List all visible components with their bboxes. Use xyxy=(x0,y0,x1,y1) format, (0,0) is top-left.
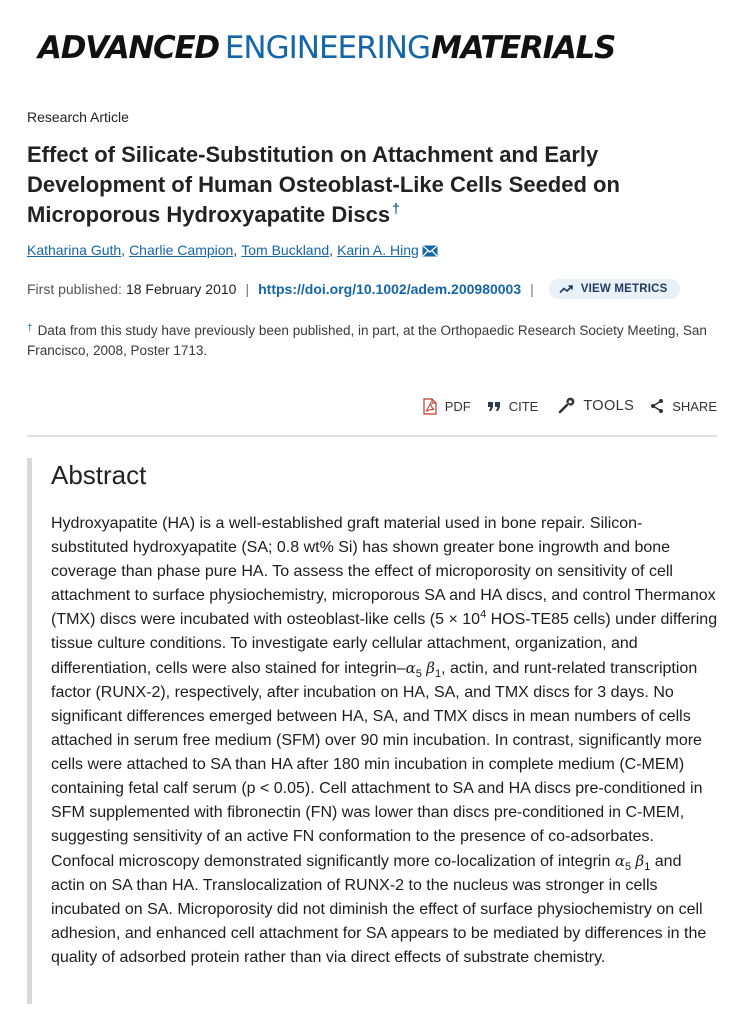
share-button[interactable] xyxy=(650,398,717,414)
pdf-label: PDF xyxy=(444,398,471,414)
abstract-heading: Abstract xyxy=(51,460,147,490)
pdf-button[interactable] xyxy=(423,398,471,415)
journal-logo[interactable] xyxy=(38,26,615,70)
symbol-alpha: α xyxy=(405,659,416,677)
logo-word-materials: MATERIALS xyxy=(431,30,615,66)
article-toolbar xyxy=(407,397,717,415)
quote-icon xyxy=(487,401,501,412)
logo-word-engineering: ENGINEERING xyxy=(224,30,431,66)
share-label: SHARE xyxy=(672,398,717,414)
title-footnote-marker[interactable]: † xyxy=(392,200,400,216)
article-title xyxy=(27,140,707,230)
subscript: 1 xyxy=(434,668,442,681)
symbol-alpha: α xyxy=(614,852,625,870)
share-icon xyxy=(650,398,664,414)
trending-up-icon xyxy=(559,284,573,294)
footnote-text: Data from this study have previously been published, in part, at the Orthopaedic Research Society Meeting, San Francisco, 2008, Poster 1713. xyxy=(27,323,707,358)
abstract-text-segment: , actin, and runt-related transcription factor (RUNX-2), respectively, after incubation on HA, SA, and TMX discs for 3 days. No significant differences emerged between HA, SA, and TMX discs in mean numbers of cells attached in serum free medium (SFM) over 90 min incubation. In contrast, significantly more cells were attached to SA than HA after 180 min incubation in complete medium (C-MEM) containing fetal calf serum (p < 0.05). Cell attachment to SA and HA discs pre-conditioned in SFM supplemented with fibronectin (FN) was lower than discs pre-conditioned in C-MEM, suggesting sensitivity of an active FN conformation to the presence of co-adsorbates. Confocal microscopy demonstrated significantly more co-localization of integrin xyxy=(51,660,703,870)
separator: | xyxy=(245,281,250,297)
article-title-text: Effect of Silicate-Substitution on Attachment and Early Development of Human Osteoblast-Like Cells Seeded on Microporous Hydroxyapatite Discs xyxy=(27,142,620,227)
doi-link[interactable]: https://doi.org/10.1002/adem.200980003 xyxy=(258,281,522,297)
symbol-beta: β xyxy=(426,659,435,677)
author-separator: , xyxy=(121,242,126,258)
article-footnote xyxy=(27,321,717,361)
first-published-label: First published: xyxy=(27,281,122,297)
tools-label: TOOLS xyxy=(583,398,635,414)
section-divider xyxy=(27,435,717,437)
tools-button[interactable] xyxy=(557,397,634,415)
subscript: 5 xyxy=(415,668,422,681)
footnote-marker: † xyxy=(27,323,33,334)
author-link[interactable]: Charlie Campion xyxy=(129,242,234,258)
abstract-text-segment: HOS-TE85 cells) under differing tissue culture conditions. To investigate early cellular attachment, organization, and differentiation, cells were also stained for integrin– xyxy=(51,611,718,677)
abstract-text xyxy=(51,512,719,970)
abstract-text-segment: and actin on SA than HA. Translocalization of RUNX-2 to the nucleus was stronger in cells incubated on SA. Microporosity did not diminish the effect of surface physiochemistry on cell adhesion, and enhanced cell attachment for SA appears to be mediated by differences in the quality of adsorbed protein rather than via direct effects of substrate chemistry. xyxy=(51,853,707,966)
author-link[interactable]: Katharina Guth xyxy=(27,242,122,258)
publication-info xyxy=(27,279,680,299)
subscript: 5 xyxy=(624,861,632,874)
cite-button[interactable] xyxy=(487,399,539,414)
article-type: Research Article xyxy=(27,109,129,125)
author-link[interactable]: Tom Buckland xyxy=(241,242,330,258)
corresponding-author-mail-icon[interactable] xyxy=(422,244,438,260)
pdf-icon xyxy=(423,398,437,415)
first-published-date: 18 February 2010 xyxy=(125,281,237,297)
wrench-icon xyxy=(557,397,575,415)
abstract-section xyxy=(27,458,717,1004)
symbol-beta: β xyxy=(635,852,645,870)
author-list xyxy=(27,242,438,260)
author-separator: , xyxy=(329,242,334,258)
separator: | xyxy=(530,281,534,297)
subscript: 1 xyxy=(644,861,651,874)
superscript: 4 xyxy=(480,608,487,621)
cite-label: CITE xyxy=(508,398,539,414)
logo-word-advanced: ADVANCED xyxy=(38,30,219,66)
view-metrics-label: VIEW METRICS xyxy=(580,283,668,295)
author-separator: , xyxy=(233,242,238,258)
view-metrics-button[interactable] xyxy=(549,279,680,299)
abstract-text-segment: Hydroxyapatite (HA) is a well-established graft material used in bone repair. Silicon-substituted hydroxyapatite (SA; 0.8 wt% Si) has shown greater bone ingrowth and bone coverage than phase pure HA. To assess the effect of microporosity on sensitivity of cell attachment to surface physiochemistry, microporous SA and HA discs, and control Thermanox (TMX) discs were incubated with osteoblast-like cells (5 × 10 xyxy=(51,515,716,628)
author-link[interactable]: Karin A. Hing xyxy=(337,242,419,258)
